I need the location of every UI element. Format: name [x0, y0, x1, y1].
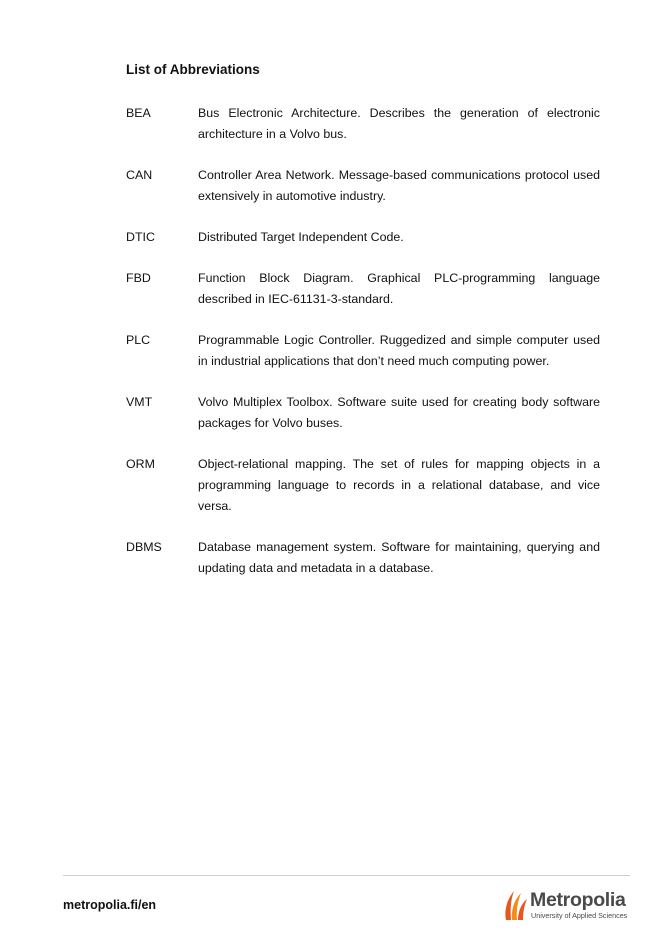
- abbreviation-entry: [126, 268, 600, 310]
- metropolia-logo: [502, 887, 634, 923]
- metropolia-flame-icon: [502, 887, 530, 921]
- footer-divider: [63, 875, 630, 876]
- abbreviation-definition: Programmable Logic Controller. Ruggedized and simple computer used in industrial applications that don’t need much computing power.: [198, 333, 600, 368]
- abbreviation-term: DTIC: [126, 230, 155, 244]
- abbreviation-definition: Controller Area Network. Message-based communications protocol used extensively in automotive industry.: [198, 168, 600, 203]
- abbreviation-definition: Distributed Target Independent Code.: [198, 230, 404, 244]
- abbreviation-term: PLC: [126, 333, 151, 347]
- abbreviation-entry: [126, 330, 600, 372]
- footer-website-link[interactable]: metropolia.fi/en: [63, 898, 157, 912]
- abbreviation-list: [126, 103, 600, 599]
- abbreviation-term: FBD: [126, 271, 151, 285]
- abbreviation-entry: [126, 103, 600, 145]
- abbreviation-entry: [126, 165, 600, 207]
- abbreviation-definition: Database management system. Software for maintaining, querying and updating data and metadata in a database.: [198, 540, 600, 575]
- abbreviation-term: DBMS: [126, 540, 162, 554]
- abbreviation-entry: [126, 537, 600, 579]
- abbreviation-entry: [126, 454, 600, 517]
- abbreviation-definition: Volvo Multiplex Toolbox. Software suite used for creating body software packages for Volvo buses.: [198, 395, 600, 430]
- abbreviation-term: BEA: [126, 106, 151, 120]
- abbreviation-term: VMT: [126, 395, 153, 409]
- abbreviation-definition: Bus Electronic Architecture. Describes the generation of electronic architecture in a Volvo bus.: [198, 106, 600, 141]
- abbreviation-term: ORM: [126, 457, 155, 471]
- abbreviation-term: CAN: [126, 168, 153, 182]
- logo-subtitle: University of Applied Sciences: [531, 911, 628, 920]
- abbreviation-definition: Object-relational mapping. The set of rules for mapping objects in a programming language to records in a relational database, and vice versa.: [198, 457, 600, 513]
- abbreviation-definition: Function Block Diagram. Graphical PLC-programming language described in IEC-61131-3-standard.: [198, 271, 600, 306]
- abbreviation-entry: [126, 227, 600, 248]
- logo-wordmark: Metropolia: [530, 889, 626, 911]
- abbreviation-entry: [126, 392, 600, 434]
- page-title: List of Abbreviations: [126, 62, 260, 77]
